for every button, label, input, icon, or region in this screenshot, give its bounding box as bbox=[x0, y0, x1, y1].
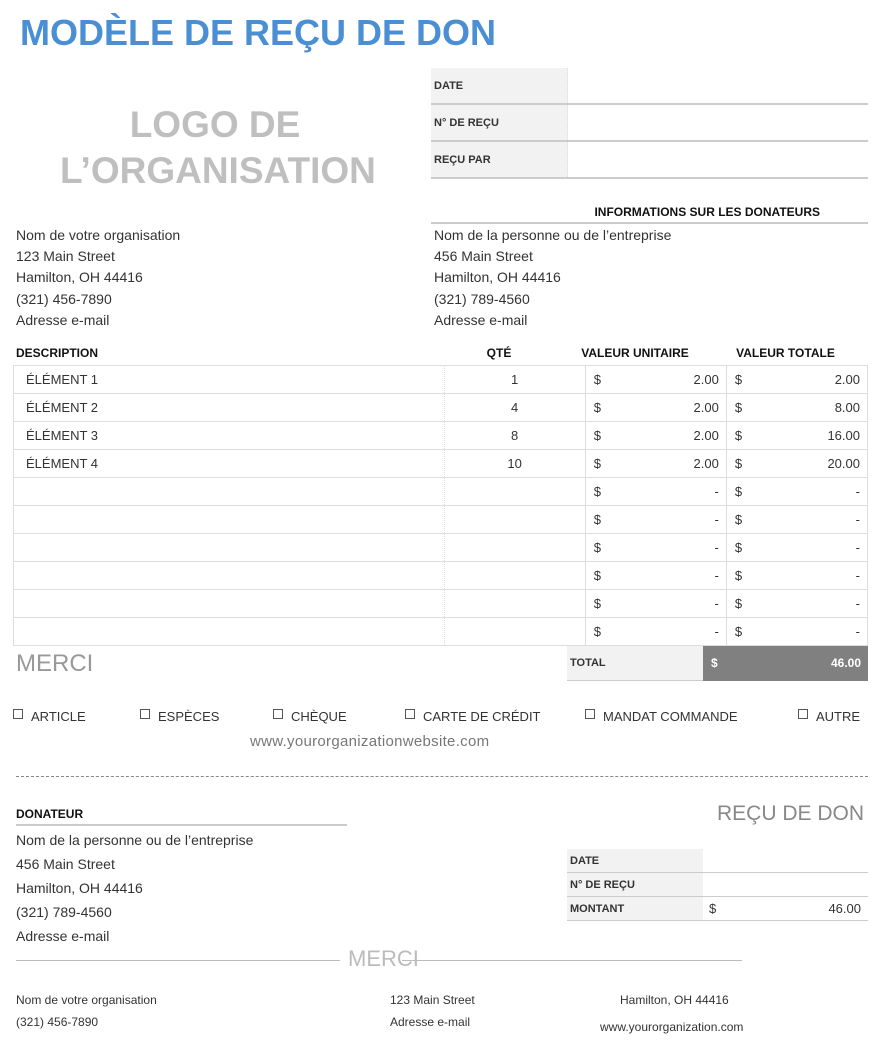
payment-option-label: AUTRE bbox=[816, 709, 861, 724]
currency: $ bbox=[734, 372, 743, 387]
item-total-value bbox=[726, 394, 867, 422]
unit-amount: - bbox=[714, 484, 719, 499]
checkbox[interactable] bbox=[273, 709, 283, 719]
item-description[interactable] bbox=[14, 562, 445, 590]
table-row bbox=[14, 590, 868, 618]
item-qty[interactable] bbox=[444, 618, 585, 646]
currency: $ bbox=[593, 540, 601, 555]
stub-receipt-no-field[interactable] bbox=[703, 873, 868, 897]
item-description[interactable]: ÉLÉMENT 3 bbox=[14, 422, 445, 450]
currency: $ bbox=[711, 656, 718, 670]
table-row bbox=[14, 618, 868, 646]
page-title: MODÈLE DE REÇU DE DON bbox=[20, 12, 497, 53]
footer-website[interactable]: www.yourorganization.com bbox=[600, 1020, 744, 1034]
item-qty[interactable] bbox=[444, 478, 585, 506]
stub-thanks: MERCI bbox=[348, 946, 419, 971]
item-total-value bbox=[726, 450, 867, 478]
footer-org: Nom de votre organisation bbox=[16, 993, 157, 1007]
unit-amount: 2.00 bbox=[693, 400, 719, 415]
item-total-value bbox=[726, 506, 867, 534]
divider bbox=[16, 824, 347, 826]
unit-amount: 2.00 bbox=[693, 372, 719, 387]
footer-city: Hamilton, OH 44416 bbox=[620, 993, 729, 1007]
total-amount: - bbox=[855, 624, 860, 639]
item-description[interactable] bbox=[14, 478, 445, 506]
table-row bbox=[14, 562, 868, 590]
checkbox[interactable] bbox=[13, 709, 23, 719]
unit-amount: - bbox=[714, 540, 719, 555]
item-qty[interactable] bbox=[444, 562, 585, 590]
stub-date-label: DATE bbox=[567, 849, 703, 873]
item-qty[interactable]: 8 bbox=[444, 422, 585, 450]
divider bbox=[402, 960, 742, 961]
cut-line bbox=[16, 776, 868, 777]
item-description[interactable] bbox=[14, 534, 445, 562]
item-qty[interactable]: 4 bbox=[444, 394, 585, 422]
currency: $ bbox=[734, 400, 743, 415]
stub-donor-street: 456 Main Street bbox=[16, 856, 115, 872]
item-total-value bbox=[726, 422, 867, 450]
total-amount: 46.00 bbox=[830, 656, 861, 670]
currency: $ bbox=[734, 596, 743, 611]
currency: $ bbox=[593, 400, 601, 415]
received-by-label: REÇU PAR bbox=[431, 141, 568, 178]
unit-amount: - bbox=[714, 512, 719, 527]
currency: $ bbox=[734, 568, 743, 583]
item-unit-value[interactable] bbox=[585, 366, 726, 394]
payment-option[interactable] bbox=[13, 709, 86, 724]
org-name: Nom de votre organisation bbox=[16, 227, 181, 243]
item-description[interactable] bbox=[14, 506, 445, 534]
items-table bbox=[13, 365, 868, 646]
currency: $ bbox=[709, 901, 717, 916]
total-amount: - bbox=[855, 540, 860, 555]
unit-amount: 2.00 bbox=[693, 428, 719, 443]
org-email: Adresse e-mail bbox=[16, 311, 110, 328]
donor-phone: (321) 789-4560 bbox=[434, 290, 530, 307]
logo-line-2: L’ORGANISATION bbox=[60, 150, 376, 191]
donor-info-header: INFORMATIONS SUR LES DONATEURS bbox=[594, 205, 820, 219]
item-unit-value[interactable] bbox=[585, 618, 726, 646]
org-phone: (321) 456-7890 bbox=[16, 290, 112, 307]
item-description[interactable]: ÉLÉMENT 1 bbox=[14, 366, 445, 394]
unit-amount: 2.00 bbox=[693, 456, 719, 471]
total-amount: - bbox=[855, 596, 860, 611]
divider bbox=[431, 222, 868, 224]
col-unit-value: VALEUR UNITAIRE bbox=[581, 346, 689, 360]
col-qty: QTÉ bbox=[486, 346, 512, 360]
item-description[interactable]: ÉLÉMENT 4 bbox=[14, 450, 445, 478]
payment-option[interactable] bbox=[798, 709, 860, 724]
donor-address bbox=[434, 225, 671, 331]
item-unit-value[interactable] bbox=[585, 422, 726, 450]
stub-donor-email: Adresse e-mail bbox=[16, 928, 110, 944]
unit-amount: - bbox=[714, 596, 719, 611]
table-row bbox=[14, 478, 868, 506]
total-value bbox=[703, 646, 868, 681]
footer-street: 123 Main Street bbox=[390, 993, 475, 1007]
unit-amount: - bbox=[714, 568, 719, 583]
total-amount: - bbox=[855, 512, 860, 527]
item-qty[interactable] bbox=[444, 506, 585, 534]
stub-donor-phone: (321) 789-4560 bbox=[16, 904, 112, 920]
item-description[interactable] bbox=[14, 590, 445, 618]
footer-phone: (321) 456-7890 bbox=[16, 1015, 99, 1029]
item-total-value bbox=[726, 366, 867, 394]
item-unit-value[interactable] bbox=[585, 590, 726, 618]
stub-donor-address bbox=[16, 828, 253, 948]
stub-amount-label: MONTANT bbox=[567, 897, 703, 921]
currency: $ bbox=[734, 428, 743, 443]
payment-option[interactable] bbox=[140, 709, 219, 724]
stub-donor-name: Nom de la personne ou de l’entreprise bbox=[16, 832, 254, 848]
checkbox[interactable] bbox=[140, 709, 150, 719]
received-by-field[interactable] bbox=[568, 141, 869, 178]
payment-option[interactable] bbox=[405, 709, 541, 724]
divider bbox=[16, 960, 340, 961]
payment-option-label: CARTE DE CRÉDIT bbox=[423, 709, 541, 724]
currency: $ bbox=[734, 484, 743, 499]
item-description[interactable]: ÉLÉMENT 2 bbox=[14, 394, 445, 422]
total-amount: 20.00 bbox=[827, 456, 860, 471]
total-amount: 8.00 bbox=[834, 400, 860, 415]
stub-donor-city: Hamilton, OH 44416 bbox=[16, 880, 143, 896]
logo-placeholder bbox=[60, 102, 376, 194]
item-description[interactable] bbox=[14, 618, 445, 646]
total-amount: 2.00 bbox=[834, 372, 860, 387]
table-row bbox=[14, 366, 868, 394]
col-total-value: VALEUR TOTALE bbox=[736, 346, 835, 360]
receipt-no-label: N° DE REÇU bbox=[431, 104, 568, 141]
thanks-text: MERCI bbox=[16, 650, 94, 677]
payment-option[interactable] bbox=[585, 709, 738, 724]
checkbox[interactable] bbox=[798, 709, 808, 719]
date-field[interactable] bbox=[568, 68, 869, 104]
item-unit-value[interactable] bbox=[585, 450, 726, 478]
total-amount: - bbox=[855, 484, 860, 499]
total-amount: - bbox=[855, 568, 860, 583]
item-qty[interactable] bbox=[444, 590, 585, 618]
stub-receipt-no-label: N° DE REÇU bbox=[567, 873, 703, 897]
table-row bbox=[14, 534, 868, 562]
item-total-value bbox=[726, 478, 867, 506]
donor-street: 456 Main Street bbox=[434, 248, 533, 265]
footer-email: Adresse e-mail bbox=[390, 1015, 471, 1029]
item-total-value bbox=[726, 618, 867, 646]
payment-option-label: CHÈQUE bbox=[291, 709, 347, 724]
payment-option[interactable] bbox=[273, 709, 347, 724]
item-total-value bbox=[726, 534, 867, 562]
table-row bbox=[14, 422, 868, 450]
payment-option-label: ESPÈCES bbox=[158, 709, 220, 724]
donor-city: Hamilton, OH 44416 bbox=[434, 269, 561, 286]
item-unit-value[interactable] bbox=[585, 394, 726, 422]
item-qty[interactable] bbox=[444, 534, 585, 562]
org-street: 123 Main Street bbox=[16, 248, 115, 265]
checkbox[interactable] bbox=[405, 709, 415, 719]
item-qty[interactable]: 1 bbox=[444, 366, 585, 394]
checkbox[interactable] bbox=[585, 709, 595, 719]
table-row bbox=[14, 394, 868, 422]
currency: $ bbox=[593, 512, 601, 527]
item-unit-value[interactable] bbox=[585, 562, 726, 590]
currency: $ bbox=[593, 568, 601, 583]
table-row bbox=[14, 506, 868, 534]
stub-title: REÇU DE DON bbox=[716, 802, 864, 825]
total-amount: 16.00 bbox=[827, 428, 860, 443]
currency: $ bbox=[593, 456, 601, 471]
item-unit-value[interactable] bbox=[585, 478, 726, 506]
currency: $ bbox=[734, 624, 743, 639]
date-label: DATE bbox=[431, 68, 568, 104]
currency: $ bbox=[734, 540, 743, 555]
stub-info-table bbox=[567, 849, 868, 921]
org-city: Hamilton, OH 44416 bbox=[16, 269, 143, 286]
currency: $ bbox=[593, 428, 601, 443]
table-row bbox=[14, 450, 868, 478]
currency: $ bbox=[734, 512, 743, 527]
item-unit-value[interactable] bbox=[585, 506, 726, 534]
currency: $ bbox=[593, 484, 601, 499]
item-total-value bbox=[726, 562, 867, 590]
payment-option-label: ARTICLE bbox=[31, 709, 86, 724]
col-description: DESCRIPTION bbox=[16, 346, 99, 360]
item-qty[interactable]: 10 bbox=[444, 450, 585, 478]
logo-line-1: LOGO DE bbox=[129, 104, 301, 145]
unit-amount: - bbox=[714, 624, 719, 639]
donor-name: Nom de la personne ou de l’entreprise bbox=[434, 227, 672, 243]
donor-label: DONATEUR bbox=[16, 807, 84, 821]
currency: $ bbox=[593, 372, 601, 387]
item-total-value bbox=[726, 590, 867, 618]
receipt-no-field[interactable] bbox=[568, 104, 869, 141]
donor-email: Adresse e-mail bbox=[434, 311, 528, 328]
stub-date-field[interactable] bbox=[703, 849, 868, 873]
currency: $ bbox=[593, 624, 601, 639]
total-label: TOTAL bbox=[567, 646, 703, 681]
receipt-info-table bbox=[431, 68, 868, 179]
stub-amount-field[interactable] bbox=[703, 897, 868, 921]
org-address bbox=[16, 225, 180, 331]
currency: $ bbox=[593, 596, 601, 611]
payment-option-label: MANDAT COMMANDE bbox=[603, 709, 738, 724]
website[interactable]: www.yourorganizationwebsite.com bbox=[250, 733, 490, 750]
currency: $ bbox=[734, 456, 743, 471]
item-unit-value[interactable] bbox=[585, 534, 726, 562]
stub-amount: 46.00 bbox=[828, 901, 861, 916]
